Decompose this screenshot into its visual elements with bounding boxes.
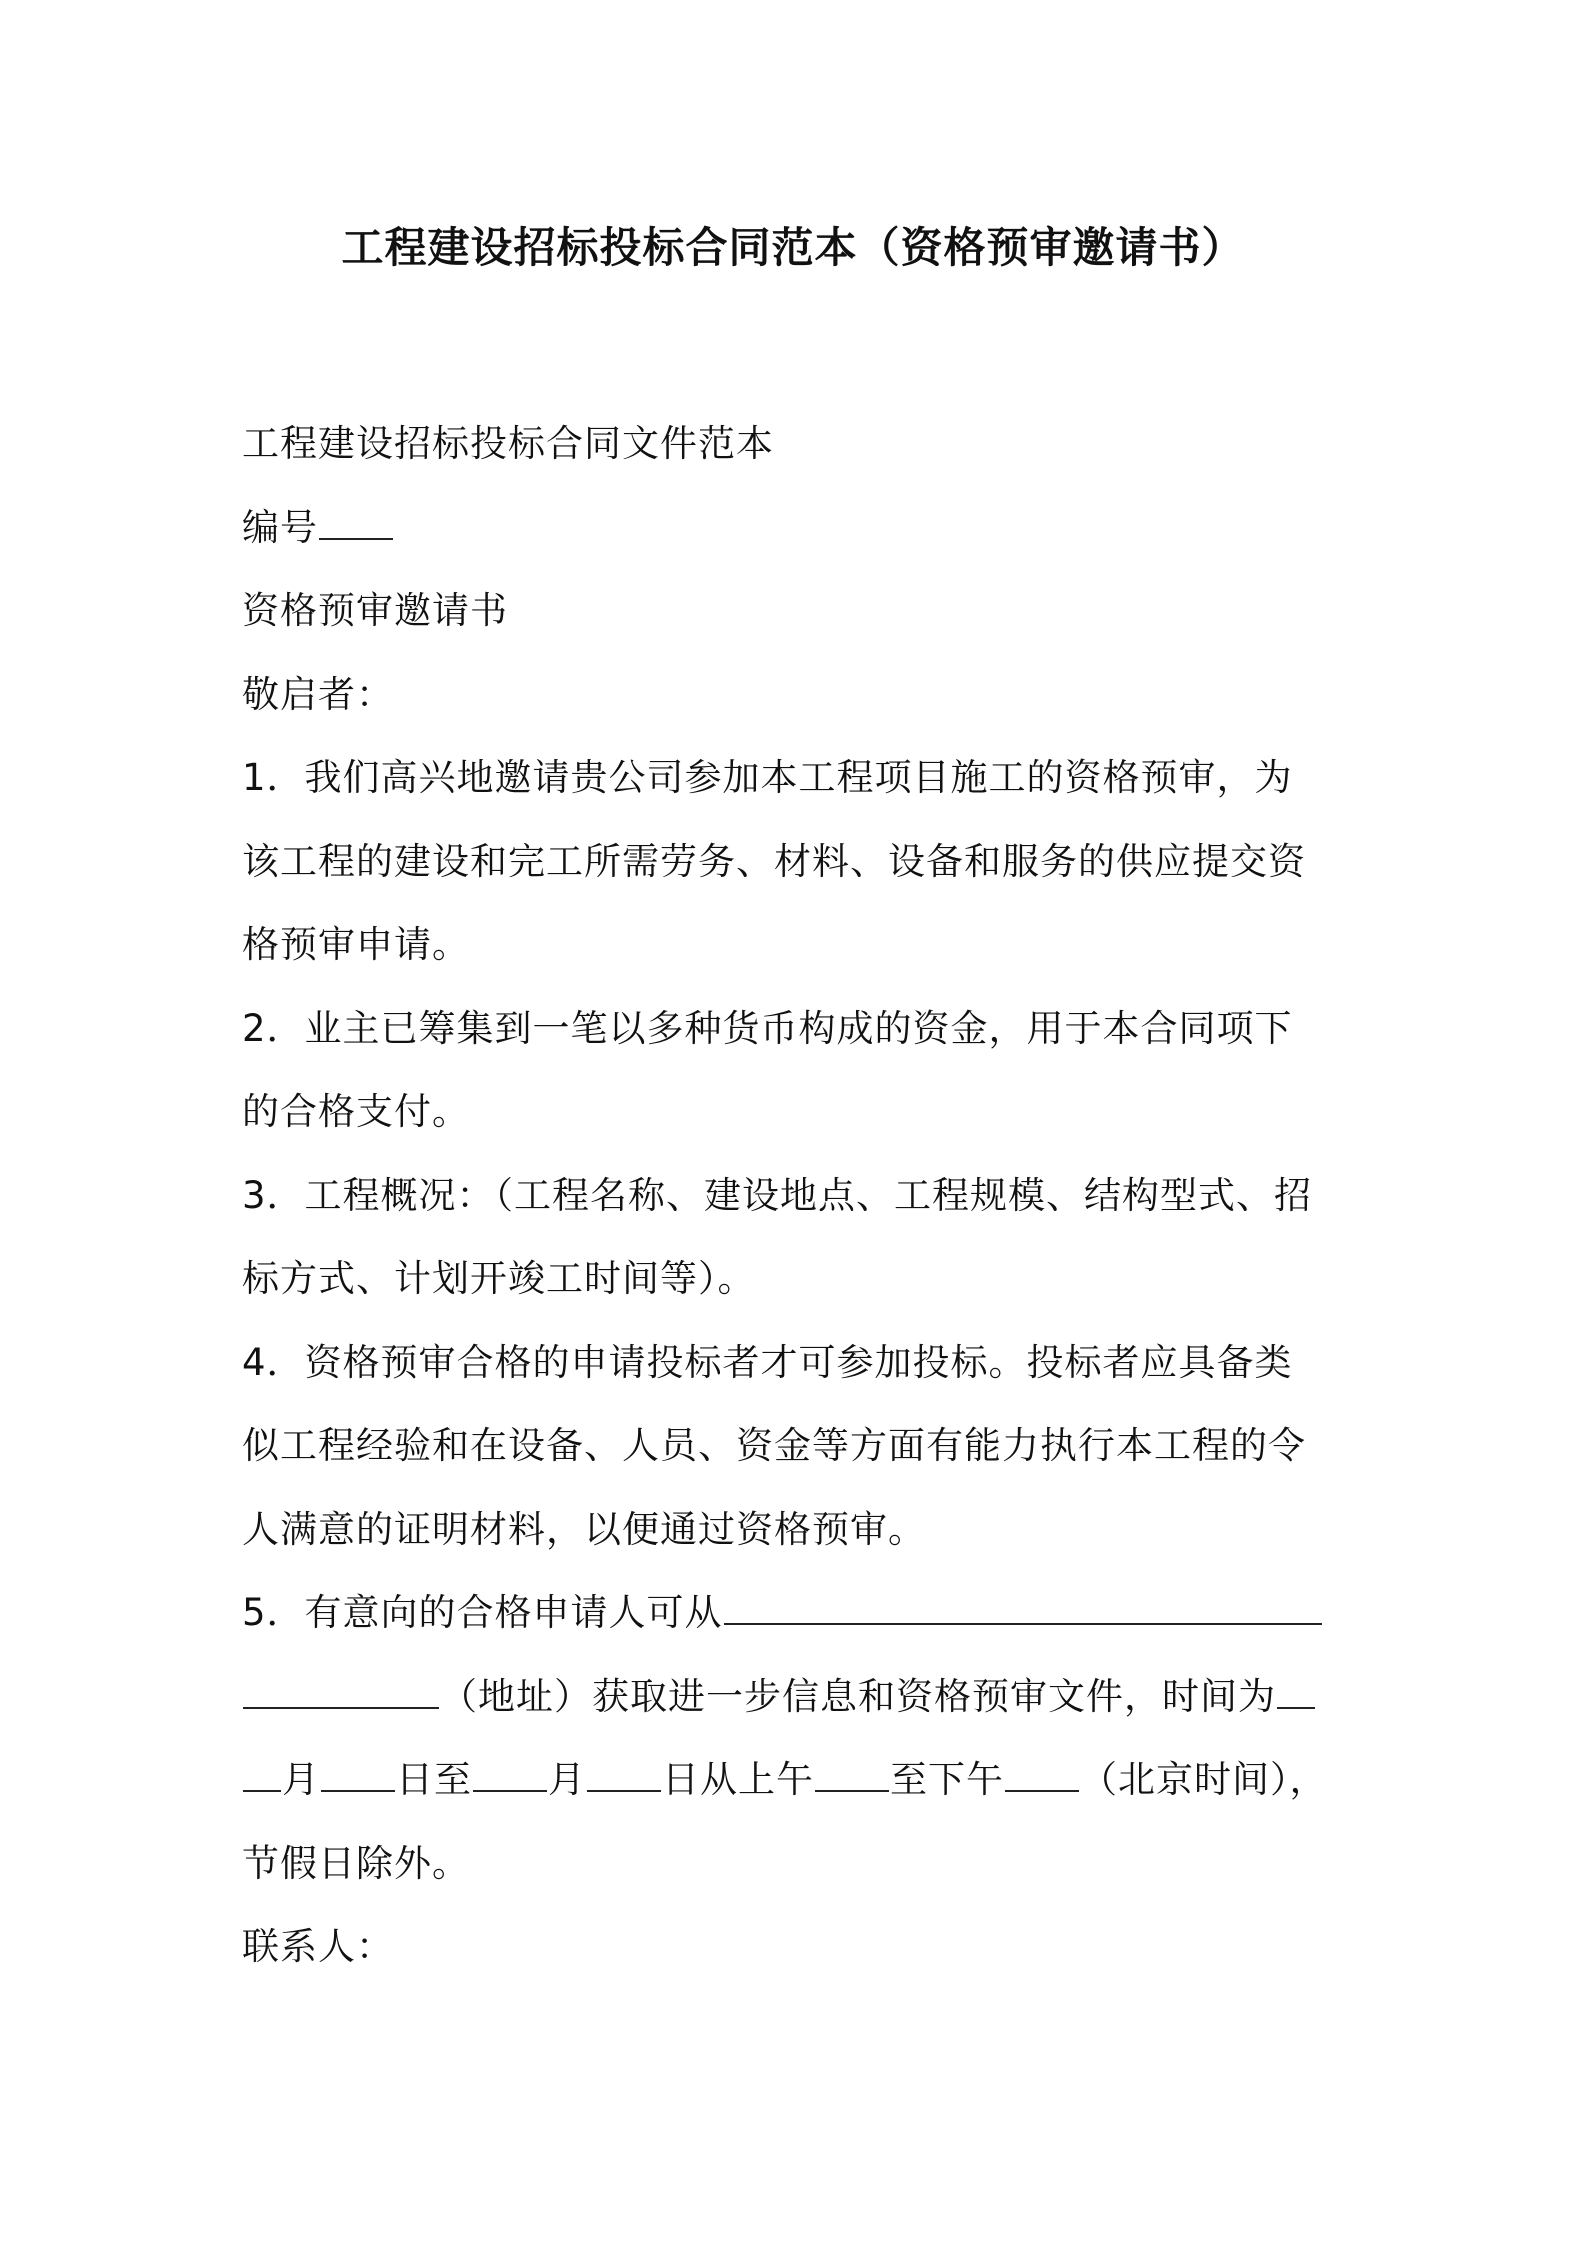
day2-label: 日从上午 [662, 1758, 814, 1801]
number-label: 编号 [242, 505, 318, 549]
heading: 资格预审邀请书 [242, 589, 508, 632]
para5-line3 [242, 1738, 1362, 1822]
month2-blank [473, 1753, 547, 1792]
subtitle: 工程建设招标投标合同文件范本 [242, 422, 774, 465]
para1-line1: 1．我们高兴地邀请贵公司参加本工程项目施工的资格预审，为 [242, 756, 1293, 799]
month1-blank [243, 1753, 281, 1792]
para1-line2: 该工程的建设和完工所需劳务、材料、设备和服务的供应提交资 [242, 839, 1306, 883]
day1-label: 日至 [396, 1758, 472, 1801]
para5-line1-text: 5．有意向的合格申请人可从 [242, 1591, 723, 1634]
morning-blank [815, 1753, 889, 1792]
source-blank-2 [243, 1670, 439, 1709]
para5-line4: 节假日除外。 [242, 1841, 470, 1885]
number-line [242, 486, 1362, 570]
para1-line3: 格预审申请。 [242, 923, 470, 966]
document-body [242, 402, 1362, 1989]
para4-line1: 4．资格预审合格的申请投标者才可参加投标。投标者应具备类 [242, 1340, 1293, 1384]
number-blank [319, 501, 393, 540]
day2-blank [587, 1753, 661, 1792]
para5-line1 [242, 1571, 1362, 1655]
para3-line1: 3．工程概况：（工程名称、建设地点、工程规模、结构型式、招 [242, 1173, 1313, 1217]
afternoon-blank [1005, 1753, 1079, 1792]
beijing-time-label: （北京时间）， [1080, 1758, 1328, 1801]
para2-line1: 2．业主已筹集到一笔以多种货币构成的资金，用于本合同项下 [242, 1006, 1293, 1050]
month1-label: 月 [282, 1758, 320, 1801]
salutation: 敬启者： [242, 672, 394, 716]
document-title: 工程建设招标投标合同范本（资格预审邀请书） [341, 223, 1245, 272]
para5-line2 [242, 1655, 1362, 1739]
contact-label: 联系人： [242, 1925, 394, 1968]
afternoon-label: 至下午 [890, 1758, 1004, 1801]
day1-blank [321, 1753, 395, 1792]
para5-line2-text: （地址）获取进一步信息和资格预审文件，时间为 [440, 1674, 1276, 1718]
para4-line3: 人满意的证明材料，以便通过资格预审。 [242, 1507, 926, 1551]
para2-line2: 的合格支付。 [242, 1090, 470, 1133]
para3-line2: 标方式、计划开竣工时间等）。 [242, 1257, 756, 1300]
para4-line2: 似工程经验和在设备、人员、资金等方面有能力执行本工程的令 [242, 1424, 1306, 1467]
month2-label: 月 [548, 1758, 586, 1801]
time-blank-start [1277, 1670, 1315, 1709]
source-blank-1 [724, 1586, 1322, 1625]
